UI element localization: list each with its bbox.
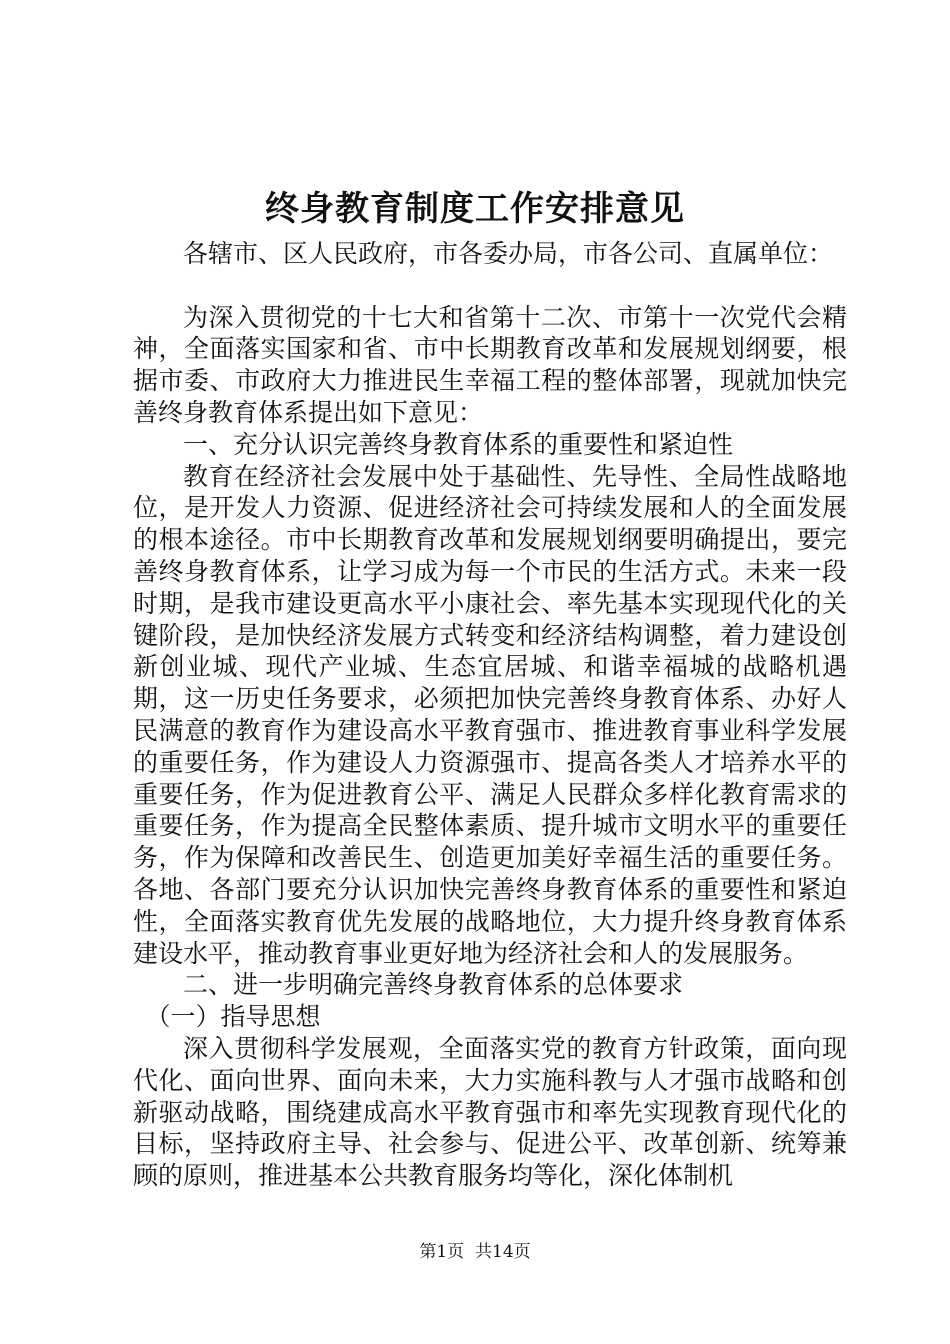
paragraph-guiding-thought: 深入贯彻科学发展观，全面落实党的教育方针政策，面向现代化、面向世界、面向未来，大力实施科教与人才强市战略和创新驱动战略，围绕建成高水平教育强市和率先实现教育现代化的目标，坚持政府主导、社会参与、促进公平、改革创新、统筹兼顾的原则，推进基本公共教育服务均等化，深化体制机 xyxy=(133,1033,847,1191)
section-heading-2: 二、进一步明确完善终身教育体系的总体要求 xyxy=(183,970,684,1000)
salutation: 各辖市、区人民政府，市各委办局，市各公司、直属单位： xyxy=(183,239,834,268)
blank-line xyxy=(133,270,847,302)
subsection-heading-1: （一）指导思想 xyxy=(145,1002,321,1032)
page-number: 第1页 xyxy=(419,1242,465,1262)
page-total: 共14页 xyxy=(475,1242,531,1262)
document-title: 终身教育制度工作安排意见 xyxy=(265,189,685,229)
paragraph-section-1: 教育在经济社会发展中处于基础性、先导性、全局性战略地位，是开发人力资源、促进经济社会可持续发展和人的全面发展的根本途径。市中长期教育改革和发展规划纲要明确提出，要完善终身教育体系，让学习成为每一个市民的生活方式。未来一段时期，是我市建设更高水平小康社会、率先基本实现现代化的关键阶段，是加快经济发展方式转变和经济结构调整，着力建设创新创业城、现代产业城、生态宜居城、和谐幸福城的战略机遇期，这一历史任务要求，必须把加快完善终身教育体系、办好人民满意的教育作为建设高水平教育强市、推进教育事业科学发展的重要任务，作为建设人力资源强市、提高各类人才培养水平的重要任务，作为促进教育公平、满足人民群众多样化教育需求的重要任务，作为提高全民整体素质、提升城市文明水平的重要任务，作为保障和改善民生、创造更加美好幸福生活的重要任务。各地、各部门要充分认识加快完善终身教育体系的重要性和紧迫性，全面落实教育优先发展的战略地位，大力提升终身教育体系建设水平，推动教育事业更好地为经济社会和人的发展服务。 xyxy=(133,461,847,968)
page-footer xyxy=(0,1240,950,1264)
document-body xyxy=(133,238,847,1192)
section-heading-1: 一、充分认识完善终身教育体系的重要性和紧迫性 xyxy=(183,429,734,459)
paragraph-intro: 为深入贯彻党的十七大和省第十二次、市第十一次党代会精神，全面落实国家和省、市中长期教育改革和发展规划纲要，根据市委、市政府大力推进民生幸福工程的整体部署，现就加快完善终身教育体系提出如下意见： xyxy=(133,302,847,427)
